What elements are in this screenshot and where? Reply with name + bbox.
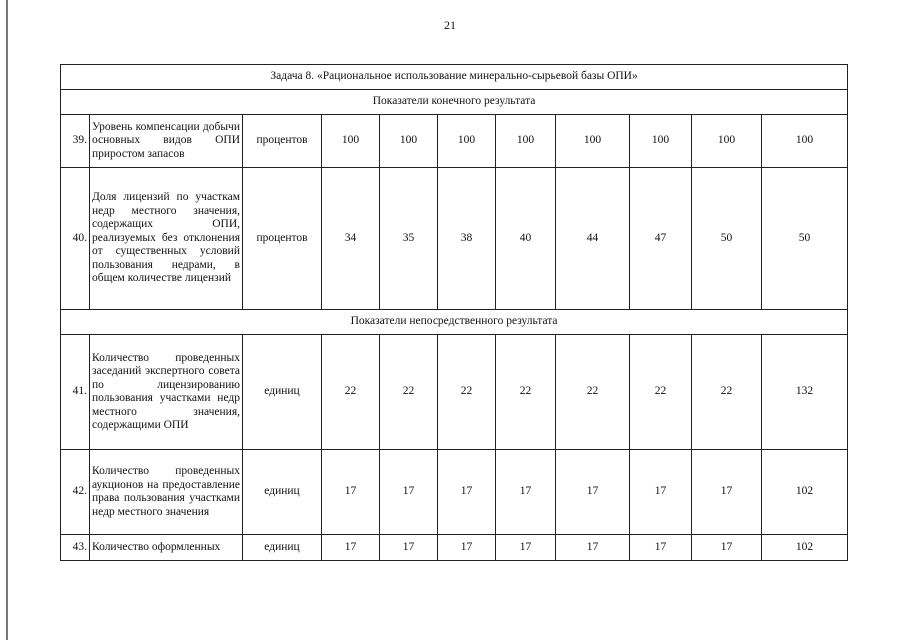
value-cell: 22 <box>556 335 630 450</box>
task-header-row <box>61 65 848 90</box>
value-cell: 22 <box>630 335 692 450</box>
section-title: Показатели непосредственного результата <box>61 310 848 335</box>
indicator-description: Количество проведенных аукционов на предоставление права пользования участками недр местного значения <box>90 450 243 535</box>
table-row <box>61 535 848 561</box>
value-cell: 100 <box>556 115 630 168</box>
table-row <box>61 115 848 168</box>
value-cell: 17 <box>692 535 762 561</box>
value-cell: 17 <box>380 450 438 535</box>
value-cell: 17 <box>496 535 556 561</box>
value-cell-total: 100 <box>762 115 848 168</box>
value-cell: 17 <box>692 450 762 535</box>
table-row <box>61 335 848 450</box>
value-cell-total: 102 <box>762 535 848 561</box>
value-cell: 17 <box>438 535 496 561</box>
row-number: 42. <box>61 450 90 535</box>
value-cell: 17 <box>556 535 630 561</box>
section-title: Показатели конечного результата <box>61 90 848 115</box>
value-cell: 40 <box>496 168 556 310</box>
value-cell: 100 <box>380 115 438 168</box>
value-cell: 22 <box>322 335 380 450</box>
table-row <box>61 168 848 310</box>
unit-cell: процентов <box>243 168 322 310</box>
value-cell: 17 <box>322 450 380 535</box>
value-cell: 100 <box>438 115 496 168</box>
section-row <box>61 90 848 115</box>
value-cell-total: 132 <box>762 335 848 450</box>
indicator-description: Количество проведенных заседаний экспертного совета по лицензированию пользования участками недр местного значения, содержащими ОПИ <box>90 335 243 450</box>
value-cell-total: 50 <box>762 168 848 310</box>
value-cell: 17 <box>630 450 692 535</box>
page-edge-rule <box>6 0 8 640</box>
value-cell: 38 <box>438 168 496 310</box>
value-cell: 47 <box>630 168 692 310</box>
value-cell: 100 <box>630 115 692 168</box>
value-cell: 17 <box>322 535 380 561</box>
value-cell: 17 <box>380 535 438 561</box>
indicators-table <box>60 64 848 561</box>
section-row <box>61 310 848 335</box>
indicator-description: Уровень компенсации добычи основных видов ОПИ приростом запасов <box>90 115 243 168</box>
row-number: 41. <box>61 335 90 450</box>
value-cell: 17 <box>496 450 556 535</box>
task-header: Задача 8. «Рациональное использование минерально-сырьевой базы ОПИ» <box>61 65 848 90</box>
value-cell: 44 <box>556 168 630 310</box>
row-number: 43. <box>61 535 90 561</box>
value-cell: 17 <box>438 450 496 535</box>
value-cell-total: 102 <box>762 450 848 535</box>
row-number: 39. <box>61 115 90 168</box>
value-cell: 35 <box>380 168 438 310</box>
value-cell: 34 <box>322 168 380 310</box>
value-cell: 100 <box>692 115 762 168</box>
unit-cell: единиц <box>243 335 322 450</box>
indicator-description: Количество оформленных <box>90 535 243 561</box>
unit-cell: единиц <box>243 535 322 561</box>
value-cell: 100 <box>322 115 380 168</box>
value-cell: 17 <box>630 535 692 561</box>
page-number: 21 <box>444 18 456 32</box>
value-cell: 17 <box>556 450 630 535</box>
value-cell: 100 <box>496 115 556 168</box>
indicator-description: Доля лицензий по участкам недр местного значения, содержащих ОПИ, реализуемых без отклонения от существенных условий пользования недрами, в общем количестве лицензий <box>90 168 243 310</box>
value-cell: 22 <box>692 335 762 450</box>
unit-cell: процентов <box>243 115 322 168</box>
table-row <box>61 450 848 535</box>
value-cell: 22 <box>380 335 438 450</box>
row-number: 40. <box>61 168 90 310</box>
value-cell: 22 <box>438 335 496 450</box>
value-cell: 22 <box>496 335 556 450</box>
unit-cell: единиц <box>243 450 322 535</box>
value-cell: 50 <box>692 168 762 310</box>
